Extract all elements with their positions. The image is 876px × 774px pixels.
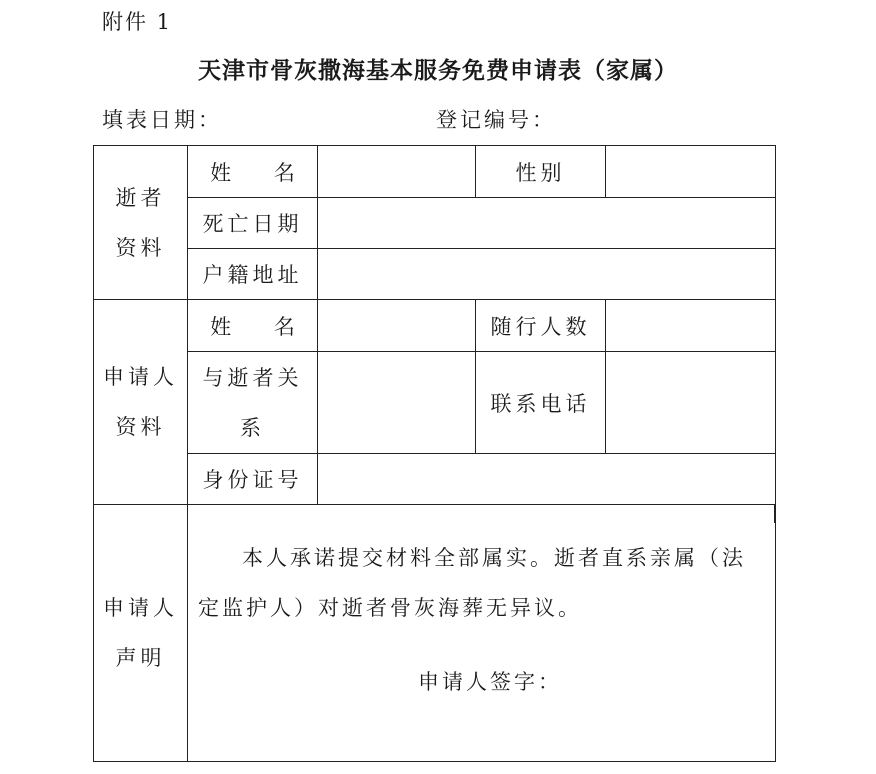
declaration-section-label: 申请人 声明: [94, 505, 188, 762]
companions-label: 随行人数: [476, 300, 606, 352]
table-edge-mark: [774, 505, 776, 523]
id-number-field[interactable]: [318, 454, 776, 505]
death-date-label: 死亡日期: [188, 198, 318, 249]
applicant-section-label: 申请人 资料: [94, 300, 188, 505]
fill-date-label: 填表日期：: [102, 108, 222, 132]
deceased-name-field[interactable]: [318, 146, 476, 198]
applicant-name-label: 姓 名: [188, 300, 318, 352]
household-address-label: 户籍地址: [188, 249, 318, 300]
applicant-name-field[interactable]: [318, 300, 476, 352]
application-form-table: [93, 145, 776, 762]
attachment-label: 附件 1: [102, 10, 173, 34]
form-title: 天津市骨灰撒海基本服务免费申请表（家属）: [198, 58, 678, 84]
phone-label: 联系电话: [476, 352, 606, 454]
declaration-cell: [188, 505, 776, 762]
deceased-section-label: 逝者 资料: [94, 146, 188, 300]
deceased-name-label: 姓 名: [188, 146, 318, 198]
relation-field[interactable]: [318, 352, 476, 454]
signature-label: 申请人签字：: [418, 670, 562, 694]
household-address-field[interactable]: [318, 249, 776, 300]
deceased-gender-field[interactable]: [606, 146, 776, 198]
deceased-gender-label: 性别: [476, 146, 606, 198]
relation-label: 与逝者关 系: [188, 352, 318, 454]
companions-field[interactable]: [606, 300, 776, 352]
registration-number-label: 登记编号：: [436, 108, 556, 132]
death-date-field[interactable]: [318, 198, 776, 249]
phone-field[interactable]: [606, 352, 776, 454]
id-number-label: 身份证号: [188, 454, 318, 505]
declaration-text: 本人承诺提交材料全部属实。逝者直系亲属（法定监护人）对逝者骨灰海葬无异议。: [198, 546, 746, 620]
